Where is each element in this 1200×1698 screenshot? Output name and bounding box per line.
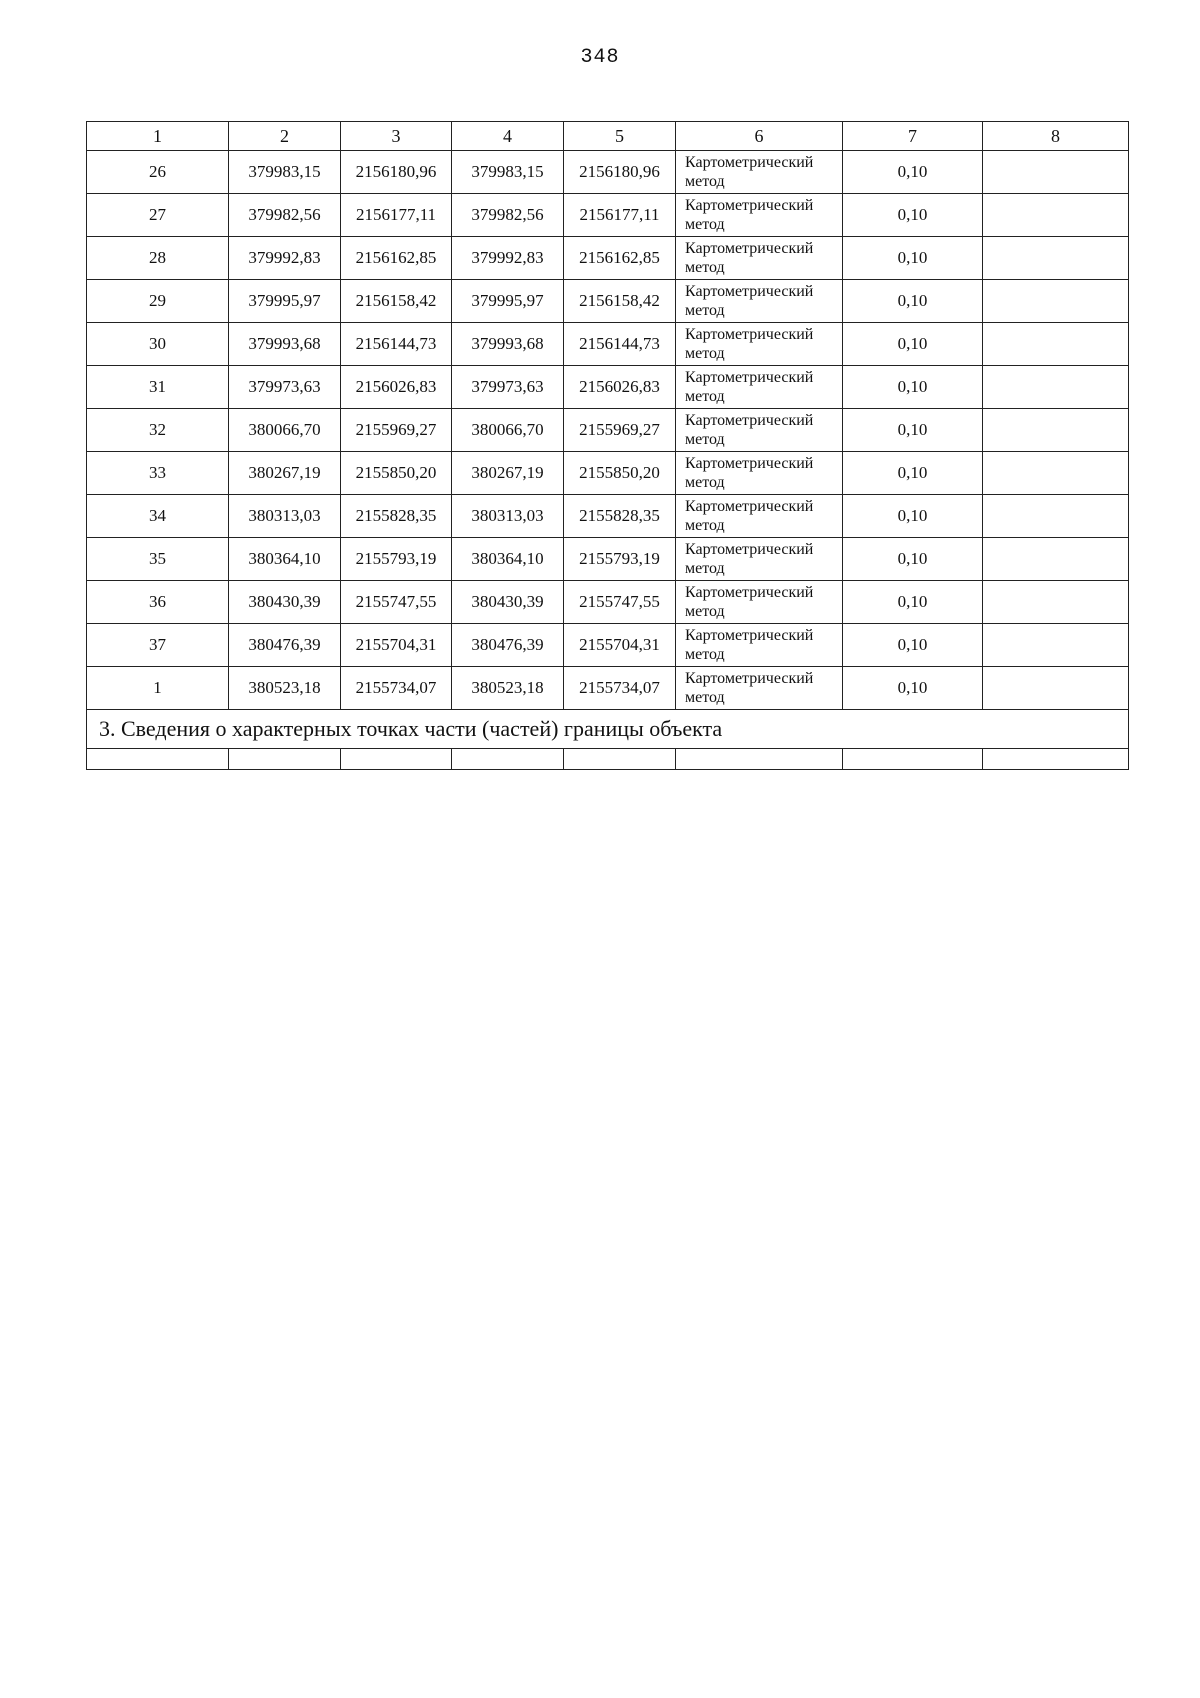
method-cell: [676, 667, 843, 710]
column-header: 3: [341, 122, 452, 151]
table-row: [87, 280, 1129, 323]
table-row: [87, 323, 1129, 366]
note-cell: [983, 323, 1129, 366]
y-coordinate-cell: 2156158,42: [341, 280, 452, 323]
point-number-cell: 30: [87, 323, 229, 366]
table-row: [87, 151, 1129, 194]
accuracy-cell: 0,10: [843, 280, 983, 323]
x-coordinate-cell: 380430,39: [452, 581, 564, 624]
y-coordinate-cell: 2156144,73: [564, 323, 676, 366]
x-coordinate-cell: 380364,10: [229, 538, 341, 581]
x-coordinate-cell: 379992,83: [452, 237, 564, 280]
section-title: 3. Сведения о характерных точках части (частей) границы объекта: [87, 710, 1129, 749]
accuracy-cell: 0,10: [843, 366, 983, 409]
y-coordinate-cell: 2155969,27: [564, 409, 676, 452]
method-cell: [676, 366, 843, 409]
point-number-cell: 1: [87, 667, 229, 710]
note-cell: [983, 581, 1129, 624]
y-coordinate-cell: 2155793,19: [564, 538, 676, 581]
column-header: 2: [229, 122, 341, 151]
method-line-2: метод: [685, 345, 725, 362]
table-row: [87, 495, 1129, 538]
method-line-2: метод: [685, 216, 725, 233]
point-number-cell: 37: [87, 624, 229, 667]
point-number-cell: 26: [87, 151, 229, 194]
method-line-1: Картометрический: [685, 670, 814, 687]
x-coordinate-cell: 380313,03: [452, 495, 564, 538]
note-cell: [983, 538, 1129, 581]
method-line-1: Картометрический: [685, 369, 814, 386]
x-coordinate-cell: 380066,70: [229, 409, 341, 452]
column-header: 5: [564, 122, 676, 151]
table-cell: [676, 749, 843, 770]
y-coordinate-cell: 2155828,35: [341, 495, 452, 538]
method-cell: [676, 538, 843, 581]
accuracy-cell: 0,10: [843, 323, 983, 366]
x-coordinate-cell: 380267,19: [452, 452, 564, 495]
method-cell: [676, 409, 843, 452]
table-row: [87, 237, 1129, 280]
table-cell: [452, 749, 564, 770]
x-coordinate-cell: 379995,97: [452, 280, 564, 323]
method-line-2: метод: [685, 474, 725, 491]
method-line-2: метод: [685, 388, 725, 405]
column-header: 8: [983, 122, 1129, 151]
method-cell: [676, 495, 843, 538]
accuracy-cell: 0,10: [843, 194, 983, 237]
y-coordinate-cell: 2156180,96: [341, 151, 452, 194]
point-number-cell: 31: [87, 366, 229, 409]
y-coordinate-cell: 2156162,85: [564, 237, 676, 280]
y-coordinate-cell: 2156180,96: [564, 151, 676, 194]
x-coordinate-cell: 380267,19: [229, 452, 341, 495]
table-row: [87, 452, 1129, 495]
point-number-cell: 32: [87, 409, 229, 452]
accuracy-cell: 0,10: [843, 452, 983, 495]
y-coordinate-cell: 2156177,11: [341, 194, 452, 237]
method-line-1: Картометрический: [685, 412, 814, 429]
y-coordinate-cell: 2155793,19: [341, 538, 452, 581]
y-coordinate-cell: 2155969,27: [341, 409, 452, 452]
accuracy-cell: 0,10: [843, 581, 983, 624]
y-coordinate-cell: 2155828,35: [564, 495, 676, 538]
method-line-1: Картометрический: [685, 584, 814, 601]
point-number-cell: 36: [87, 581, 229, 624]
y-coordinate-cell: 2155747,55: [341, 581, 452, 624]
table-cell: [843, 749, 983, 770]
method-line-1: Картометрический: [685, 498, 814, 515]
method-line-1: Картометрический: [685, 240, 814, 257]
y-coordinate-cell: 2156177,11: [564, 194, 676, 237]
note-cell: [983, 366, 1129, 409]
point-number-cell: 34: [87, 495, 229, 538]
y-coordinate-cell: 2155704,31: [341, 624, 452, 667]
note-cell: [983, 237, 1129, 280]
y-coordinate-cell: 2155850,20: [341, 452, 452, 495]
page-number: 348: [580, 46, 620, 69]
table-row: [87, 366, 1129, 409]
method-cell: [676, 237, 843, 280]
note-cell: [983, 667, 1129, 710]
table-row: [87, 667, 1129, 710]
table-row: [87, 538, 1129, 581]
x-coordinate-cell: 379982,56: [452, 194, 564, 237]
method-cell: [676, 452, 843, 495]
y-coordinate-cell: 2156026,83: [341, 366, 452, 409]
y-coordinate-cell: 2155850,20: [564, 452, 676, 495]
y-coordinate-cell: 2155734,07: [564, 667, 676, 710]
method-cell: [676, 151, 843, 194]
empty-table-row: [87, 749, 1129, 770]
note-cell: [983, 194, 1129, 237]
point-number-cell: 33: [87, 452, 229, 495]
y-coordinate-cell: 2156158,42: [564, 280, 676, 323]
table-cell: [87, 749, 229, 770]
method-line-2: метод: [685, 517, 725, 534]
x-coordinate-cell: 380523,18: [452, 667, 564, 710]
note-cell: [983, 409, 1129, 452]
method-cell: [676, 581, 843, 624]
method-cell: [676, 624, 843, 667]
table-cell: [983, 749, 1129, 770]
method-line-1: Картометрический: [685, 154, 814, 171]
point-number-cell: 35: [87, 538, 229, 581]
y-coordinate-cell: 2155747,55: [564, 581, 676, 624]
method-line-1: Картометрический: [685, 541, 814, 558]
column-header: 4: [452, 122, 564, 151]
method-line-2: метод: [685, 431, 725, 448]
note-cell: [983, 452, 1129, 495]
x-coordinate-cell: 380313,03: [229, 495, 341, 538]
accuracy-cell: 0,10: [843, 624, 983, 667]
table-row: [87, 194, 1129, 237]
method-line-1: Картометрический: [685, 283, 814, 300]
method-line-1: Картометрический: [685, 455, 814, 472]
method-line-2: метод: [685, 689, 725, 706]
x-coordinate-cell: 379982,56: [229, 194, 341, 237]
method-cell: [676, 280, 843, 323]
y-coordinate-cell: 2156162,85: [341, 237, 452, 280]
table-row: [87, 581, 1129, 624]
accuracy-cell: 0,10: [843, 237, 983, 280]
table-cell: [341, 749, 452, 770]
point-number-cell: 27: [87, 194, 229, 237]
x-coordinate-cell: 380364,10: [452, 538, 564, 581]
x-coordinate-cell: 380523,18: [229, 667, 341, 710]
x-coordinate-cell: 379993,68: [452, 323, 564, 366]
method-line-2: метод: [685, 646, 725, 663]
x-coordinate-cell: 379992,83: [229, 237, 341, 280]
method-line-1: Картометрический: [685, 197, 814, 214]
table-cell: [229, 749, 341, 770]
method-line-2: метод: [685, 560, 725, 577]
x-coordinate-cell: 379973,63: [229, 366, 341, 409]
x-coordinate-cell: 379973,63: [452, 366, 564, 409]
table-row: [87, 624, 1129, 667]
note-cell: [983, 151, 1129, 194]
method-line-2: метод: [685, 173, 725, 190]
column-header: 1: [87, 122, 229, 151]
accuracy-cell: 0,10: [843, 538, 983, 581]
column-header: 7: [843, 122, 983, 151]
note-cell: [983, 495, 1129, 538]
y-coordinate-cell: 2155734,07: [341, 667, 452, 710]
x-coordinate-cell: 379983,15: [452, 151, 564, 194]
x-coordinate-cell: 380476,39: [229, 624, 341, 667]
method-cell: [676, 323, 843, 366]
x-coordinate-cell: 380066,70: [452, 409, 564, 452]
coordinates-table: [86, 121, 1129, 770]
accuracy-cell: 0,10: [843, 151, 983, 194]
accuracy-cell: 0,10: [843, 495, 983, 538]
point-number-cell: 29: [87, 280, 229, 323]
x-coordinate-cell: 380476,39: [452, 624, 564, 667]
note-cell: [983, 624, 1129, 667]
table-cell: [564, 749, 676, 770]
point-number-cell: 28: [87, 237, 229, 280]
x-coordinate-cell: 379983,15: [229, 151, 341, 194]
method-line-1: Картометрический: [685, 627, 814, 644]
x-coordinate-cell: 380430,39: [229, 581, 341, 624]
x-coordinate-cell: 379993,68: [229, 323, 341, 366]
table-header-row: [87, 122, 1129, 151]
method-line-2: метод: [685, 302, 725, 319]
note-cell: [983, 280, 1129, 323]
section-row: [87, 710, 1129, 749]
table-row: [87, 409, 1129, 452]
y-coordinate-cell: 2156026,83: [564, 366, 676, 409]
x-coordinate-cell: 379995,97: [229, 280, 341, 323]
method-cell: [676, 194, 843, 237]
accuracy-cell: 0,10: [843, 409, 983, 452]
method-line-2: метод: [685, 603, 725, 620]
column-header: 6: [676, 122, 843, 151]
method-line-1: Картометрический: [685, 326, 814, 343]
y-coordinate-cell: 2155704,31: [564, 624, 676, 667]
accuracy-cell: 0,10: [843, 667, 983, 710]
method-line-2: метод: [685, 259, 725, 276]
y-coordinate-cell: 2156144,73: [341, 323, 452, 366]
